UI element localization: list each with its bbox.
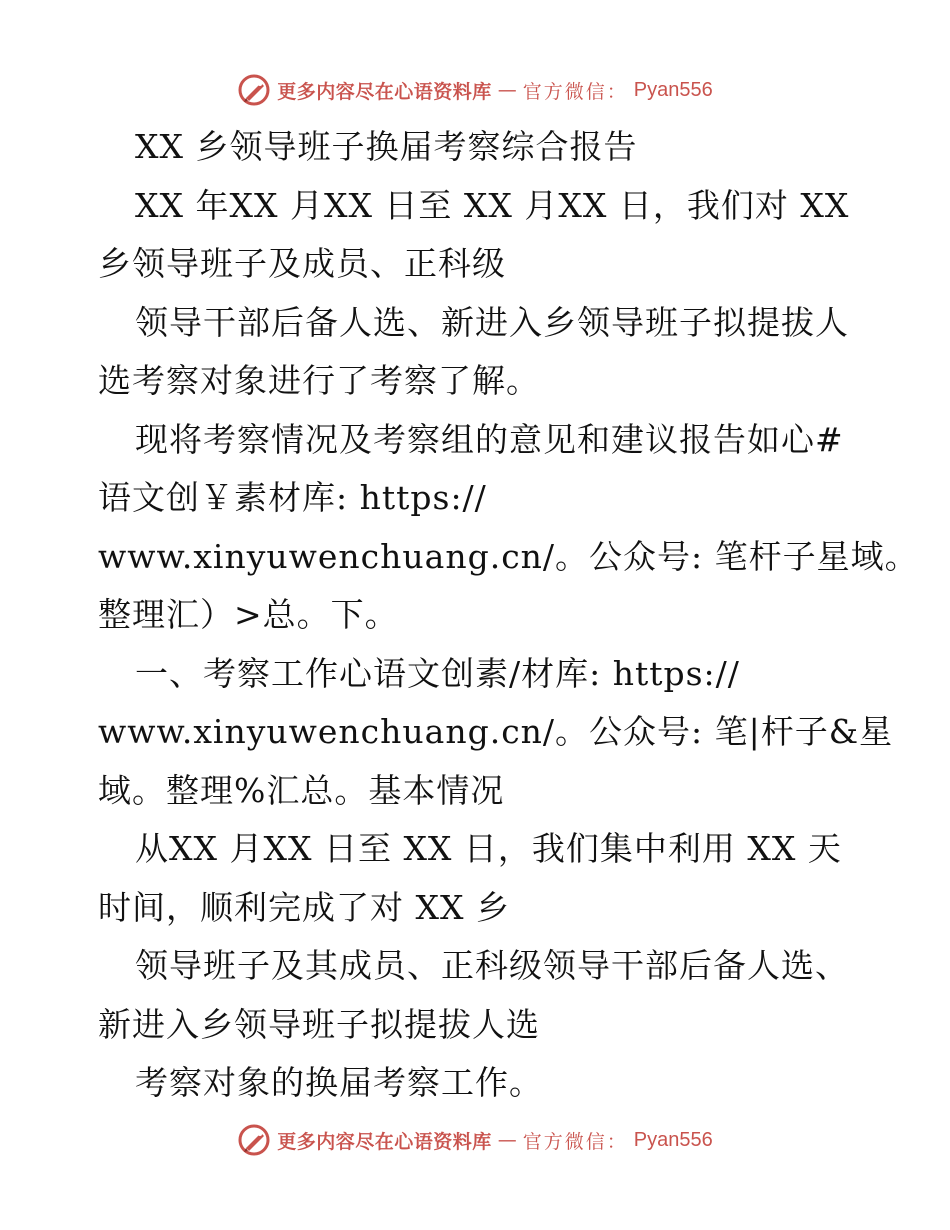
document-line: www.xinyuwenchuang.cn/。公众号: 笔|杆子&星	[98, 712, 894, 751]
document-line: 从XX 月XX 日至 XX 日，我们集中利用 XX 天	[135, 829, 842, 868]
document-line: 选考察对象进行了考察了解。	[98, 361, 540, 400]
document-line: 领导班子及其成员、正科级领导干部后备人选、	[135, 946, 849, 985]
banner-text: 更多内容尽在心语资料库	[277, 1130, 492, 1153]
pen-logo-icon	[237, 73, 271, 107]
banner-official-label: 官方微信：	[522, 1130, 628, 1153]
footer-watermark-banner	[0, 1120, 950, 1160]
banner-wechat-id: Pyan556	[633, 78, 713, 101]
document-line: 领导干部后备人选、新进入乡领导班子拟提拔人	[135, 302, 849, 342]
document-line: 乡领导班子及成员、正科级	[98, 244, 506, 283]
document-line: 现将考察情况及考察组的意见和建议报告如心#	[135, 419, 844, 459]
document-line: www.xinyuwenchuang.cn/。公众号: 笔杆子星域。	[98, 536, 919, 576]
banner-official-label: 官方微信：	[522, 80, 628, 103]
document-line: XX 年XX 月XX 日至 XX 月XX 日，我们对 XX	[135, 185, 850, 225]
document-line: XX 乡领导班子换届考察综合报告	[135, 127, 638, 166]
document-line: 新进入乡领导班子拟提拔人选	[98, 1004, 540, 1044]
document-line: 语文创￥素材库: https://	[98, 478, 487, 517]
document-line: 整理汇）>总。下。	[98, 595, 399, 634]
banner-dash: —	[497, 1129, 517, 1151]
banner-wechat-id: Pyan556	[633, 1128, 713, 1151]
document-line: 时间，顺利完成了对 XX 乡	[98, 887, 510, 927]
banner-dash: —	[497, 79, 517, 101]
banner-text: 更多内容尽在心语资料库	[277, 80, 492, 103]
document-body	[98, 118, 919, 1113]
header-watermark-banner	[0, 70, 950, 110]
pen-logo-icon	[237, 1123, 271, 1157]
document-line: 考察对象的换届考察工作。	[135, 1063, 543, 1102]
document-line: 域。整理%汇总。基本情况	[98, 770, 505, 810]
document-line: 一、考察工作心语文创素/材库: https://	[135, 653, 740, 693]
